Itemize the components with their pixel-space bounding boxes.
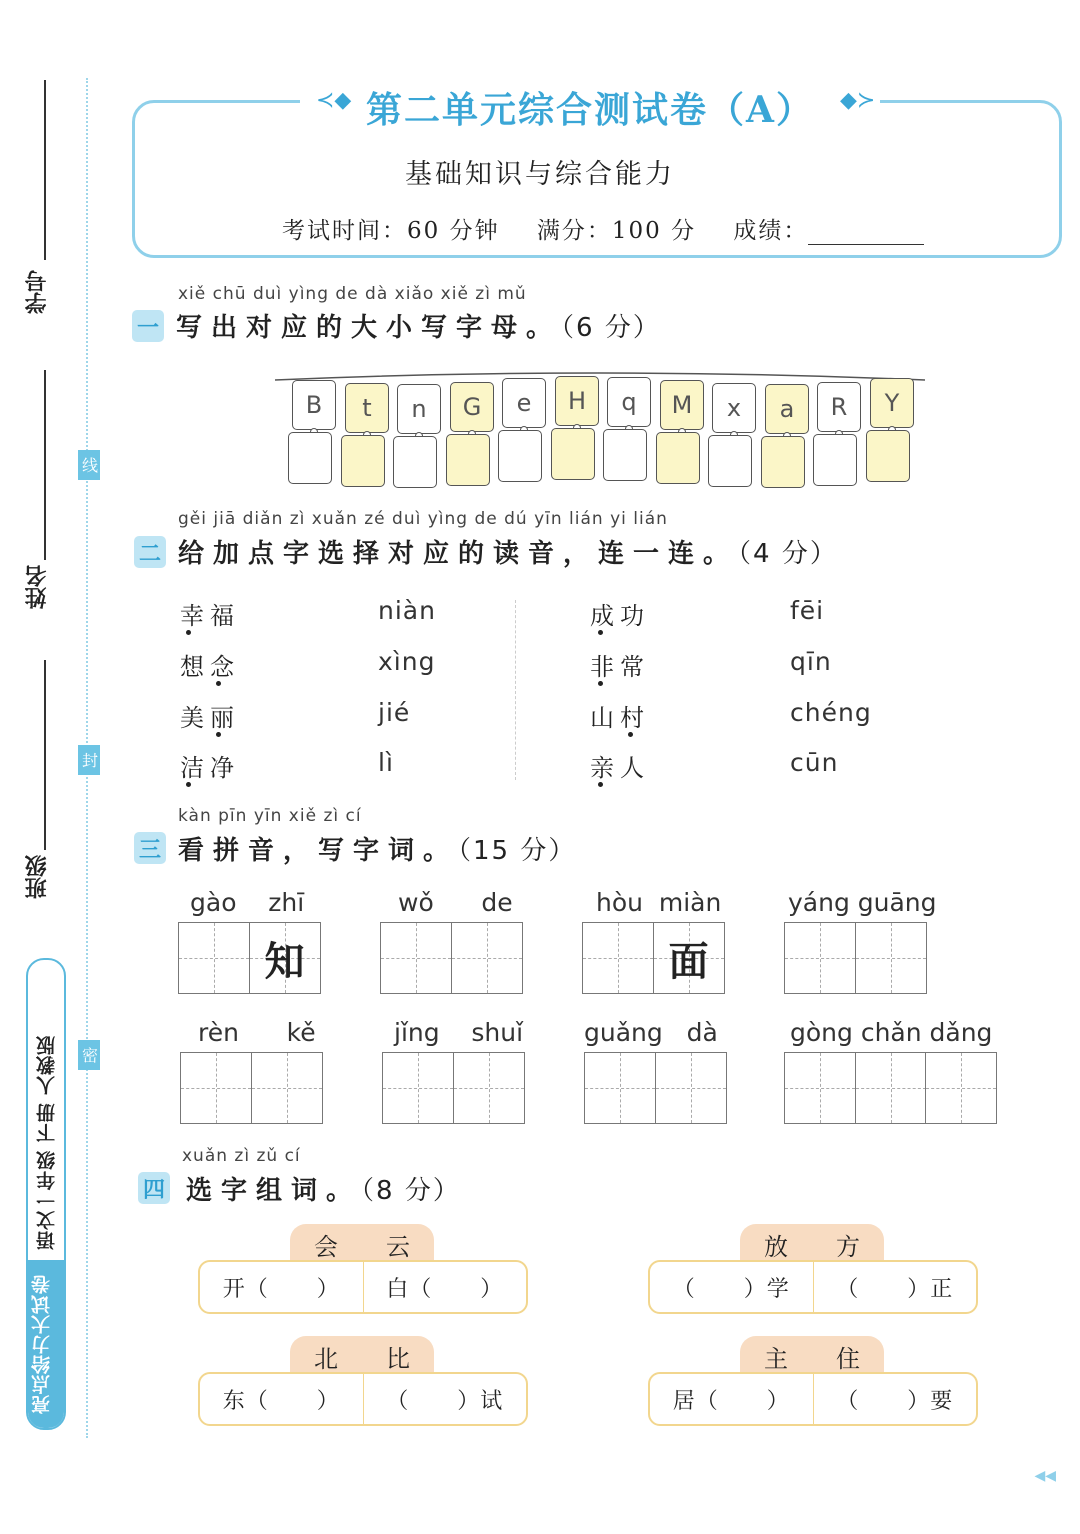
exam-time: 考试时间：60 分钟 [282, 218, 500, 244]
word-choice-box [648, 1260, 978, 1314]
given-char: 面 [668, 937, 709, 985]
series-brand: 亮点给力大试卷 [28, 1260, 64, 1428]
class-blank [44, 660, 46, 850]
section4-title [186, 1170, 461, 1207]
section3-title [178, 830, 576, 867]
emphasis-dot [598, 782, 603, 787]
match-pinyin[interactable]: xìng [378, 647, 436, 676]
writing-grid [582, 922, 723, 994]
choice-char: 住 [836, 1344, 860, 1373]
match-word[interactable]: 成功 [590, 602, 650, 630]
choice-char: 云 [386, 1232, 410, 1261]
section1-title-text: 写出对应的大小写字母。 [176, 313, 562, 343]
writing-cell[interactable] [180, 1052, 252, 1124]
answer-card[interactable] [761, 436, 805, 488]
section1-pinyin: xiě chū duì yìng de dà xiǎo xiě zì mǔ [178, 284, 527, 304]
word-pinyin: hòu miàn [596, 888, 722, 917]
letter-card: t [345, 383, 389, 433]
seal-secret-char: 密 [78, 1040, 100, 1070]
class-label: 班级 [25, 855, 50, 899]
answer-card[interactable] [498, 430, 542, 482]
letter-card: M [660, 380, 704, 430]
writing-grid [180, 1052, 321, 1124]
word-pinyin: yáng guāng [788, 888, 937, 917]
section2-title [178, 533, 838, 570]
char-choice-pair [290, 1336, 434, 1376]
match-pinyin[interactable]: qīn [790, 647, 832, 676]
letter-card: R [817, 382, 861, 432]
word-pinyin: gòng chǎn dǎng [790, 1018, 993, 1047]
char-choice-pair [740, 1224, 884, 1264]
writing-cell[interactable] [584, 1052, 656, 1124]
name-blank [44, 370, 46, 560]
match-pinyin[interactable]: niàn [378, 596, 436, 625]
match-word[interactable]: 想念 [180, 653, 240, 681]
emphasis-dot [186, 782, 191, 787]
answer-card[interactable] [551, 428, 595, 480]
choice-char: 方 [836, 1232, 860, 1261]
answer-card[interactable] [813, 434, 857, 486]
section2-title-text: 给加点字选择对应的读音，连一连。 [178, 539, 739, 569]
section4-number: 四 [138, 1172, 170, 1204]
section2-points: （4 分） [738, 539, 838, 569]
word-choice-box [198, 1372, 528, 1426]
page-title: 第二单元综合测试卷（A） [300, 82, 880, 126]
emphasis-dot [216, 732, 221, 737]
writing-grid [178, 922, 319, 994]
answer-card[interactable] [446, 434, 490, 486]
student-id-label: 学号 [25, 270, 50, 314]
letter-card: G [450, 382, 494, 432]
section3-number: 三 [134, 832, 166, 864]
match-word[interactable]: 美丽 [180, 704, 240, 732]
letter-card: q [607, 377, 651, 427]
section2-number: 二 [134, 536, 166, 568]
writing-cell[interactable] [249, 922, 321, 994]
seal-seal-char: 封 [78, 745, 100, 775]
section1-title [176, 307, 661, 344]
choice-char: 放 [764, 1232, 788, 1261]
fill-blank[interactable]: （ ）正 [813, 1262, 977, 1312]
char-choice-pair [740, 1336, 884, 1376]
answer-card[interactable] [341, 435, 385, 487]
match-pinyin[interactable]: fēi [790, 596, 825, 625]
match-pinyin[interactable]: lì [378, 748, 394, 777]
writing-grid [584, 1052, 725, 1124]
fill-blank[interactable]: （ ）试 [363, 1374, 527, 1424]
writing-cell[interactable] [251, 1052, 323, 1124]
section3-pinyin: kàn pīn yīn xiě zì cí [178, 806, 362, 826]
writing-cell[interactable] [655, 1052, 727, 1124]
answer-card[interactable] [708, 435, 752, 487]
answer-card[interactable] [288, 432, 332, 484]
score-blank[interactable] [808, 222, 924, 245]
edition-label: 语文一年级 下册 人教版 [35, 1034, 58, 1250]
emphasis-dot [628, 732, 633, 737]
section3-title-text: 看拼音，写字词。 [178, 836, 459, 866]
word-pinyin: wǒ de [398, 888, 513, 917]
letter-card: Y [870, 378, 914, 428]
choice-char: 会 [314, 1232, 338, 1261]
writing-cell[interactable] [380, 922, 452, 994]
emphasis-dot [598, 681, 603, 686]
writing-cell[interactable] [382, 1052, 454, 1124]
match-word[interactable]: 非常 [590, 653, 650, 681]
fill-blank[interactable]: 东（ ） [222, 1388, 340, 1414]
choice-char: 北 [314, 1344, 338, 1373]
section4-title-text: 选字组词。 [186, 1176, 362, 1206]
match-word[interactable]: 洁净 [180, 754, 240, 782]
match-word[interactable]: 亲人 [590, 754, 650, 782]
word-choice-box [648, 1372, 978, 1426]
writing-cell[interactable] [453, 1052, 525, 1124]
page-arrow-icon: ◀◀ [1034, 1468, 1056, 1484]
series-sidebar [26, 958, 66, 1430]
name-label: 姓名 [25, 565, 50, 609]
word-pinyin: jǐng shuǐ [394, 1018, 524, 1047]
writing-grid [784, 1052, 996, 1124]
match-pinyin[interactable]: jié [378, 698, 411, 727]
word-pinyin: guǎng dà [584, 1018, 718, 1047]
writing-cell[interactable] [855, 1052, 927, 1124]
writing-cell[interactable] [582, 922, 654, 994]
answer-card[interactable] [393, 436, 437, 488]
answer-card[interactable] [656, 432, 700, 484]
section1-number: 一 [132, 310, 164, 342]
letter-card: n [397, 384, 441, 434]
match-word[interactable]: 山村 [590, 704, 650, 732]
writing-cell[interactable] [784, 922, 856, 994]
match-divider [515, 600, 516, 780]
word-pinyin: rèn kě [198, 1018, 316, 1047]
letter-card: H [555, 376, 599, 426]
fill-blank[interactable]: （ ）学 [672, 1276, 790, 1302]
letter-card: e [502, 378, 546, 428]
section1-points: （6 分） [561, 313, 661, 343]
match-word[interactable]: 幸福 [180, 602, 240, 630]
fill-blank[interactable]: 开（ ） [222, 1276, 340, 1302]
letter-card: x [712, 383, 756, 433]
writing-cell[interactable] [178, 922, 250, 994]
writing-grid [380, 922, 521, 994]
writing-cell[interactable] [653, 922, 725, 994]
right-ornament-icon: ◆≻ [840, 88, 876, 113]
choice-char: 比 [386, 1344, 410, 1373]
writing-cell[interactable] [925, 1052, 997, 1124]
emphasis-dot [216, 681, 221, 686]
full-score: 满分：100 分 [536, 218, 697, 244]
char-choice-pair [290, 1224, 434, 1264]
page-subtitle: 基础知识与综合能力 [405, 159, 675, 190]
writing-cell[interactable] [784, 1052, 856, 1124]
seal-line-char: 线 [78, 450, 100, 480]
match-pinyin[interactable]: chéng [790, 698, 872, 727]
answer-card[interactable] [603, 429, 647, 481]
fill-blank[interactable]: 白（ ） [363, 1262, 527, 1312]
section4-pinyin: xuǎn zì zǔ cí [182, 1146, 301, 1166]
match-pinyin[interactable]: cūn [790, 748, 839, 777]
writing-cell[interactable] [855, 922, 927, 994]
letter-card: B [292, 380, 336, 430]
emphasis-dot [598, 630, 603, 635]
section3-points: （15 分） [458, 836, 577, 866]
left-ornament-icon: ≺◆ [316, 88, 352, 113]
writing-cell[interactable] [451, 922, 523, 994]
writing-grid [784, 922, 925, 994]
word-pinyin: gào zhī [190, 888, 305, 917]
answer-card[interactable] [866, 430, 910, 482]
given-char: 知 [264, 937, 305, 985]
exam-info [282, 212, 952, 245]
choice-char: 主 [764, 1344, 788, 1373]
fill-blank[interactable]: 居（ ） [672, 1388, 790, 1414]
letter-card: a [765, 384, 809, 434]
score-label: 成绩： [733, 218, 809, 244]
word-choice-box [198, 1260, 528, 1314]
section4-points: （8 分） [361, 1176, 461, 1206]
writing-grid [382, 1052, 523, 1124]
fill-blank[interactable]: （ ）要 [813, 1374, 977, 1424]
section2-pinyin: gěi jiā diǎn zì xuǎn zé duì yìng de dú yīn lián yi lián [178, 509, 668, 529]
emphasis-dot [186, 630, 191, 635]
